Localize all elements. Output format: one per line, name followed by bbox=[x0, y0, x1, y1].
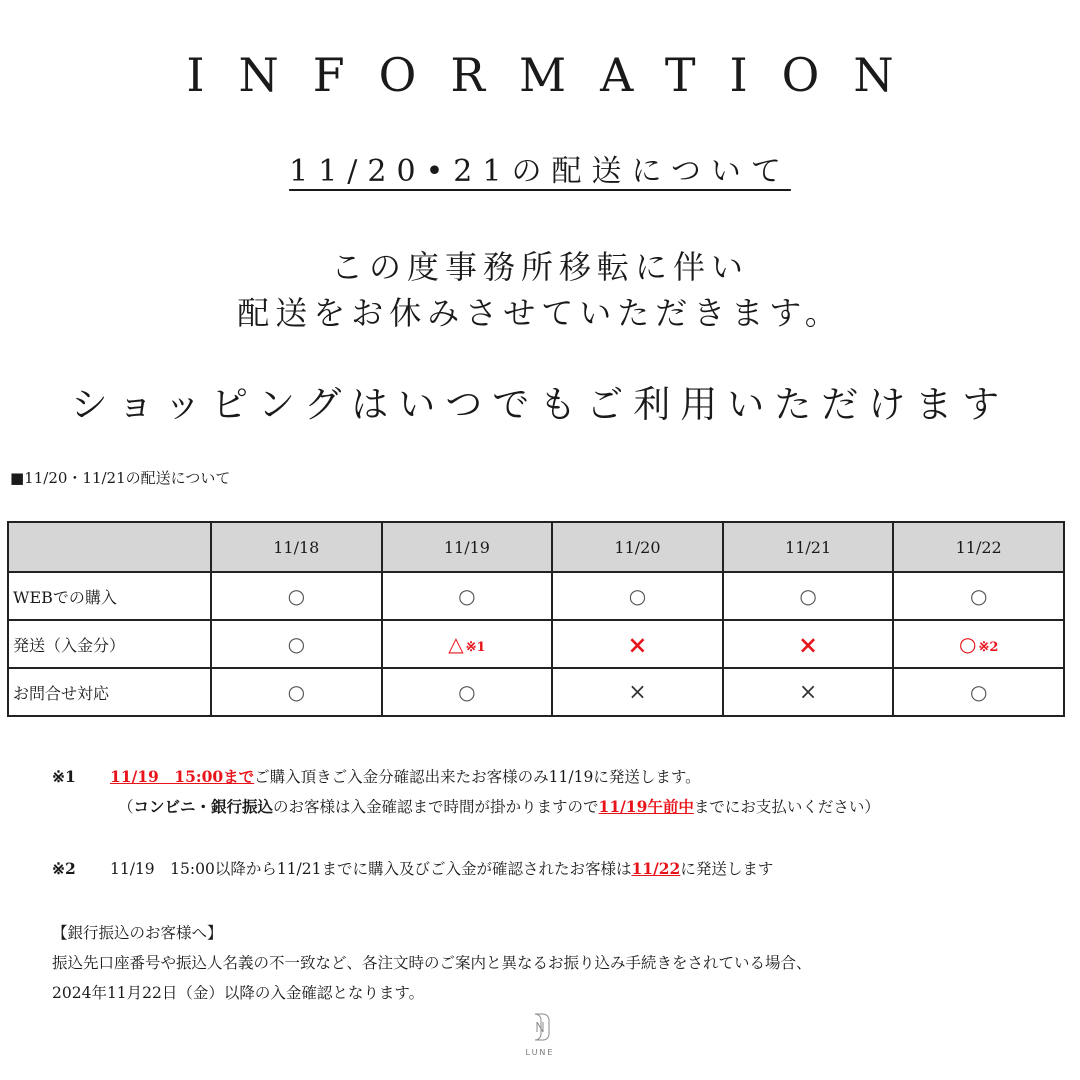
table-row bbox=[8, 620, 1064, 668]
status-mark: △ bbox=[448, 632, 464, 656]
note-1-highlight: 11/19 15:00まで bbox=[110, 767, 255, 786]
note-1-highlight-2: 11/19午前中 bbox=[598, 797, 694, 816]
status-cell: ○ bbox=[723, 572, 894, 620]
row-label: お問合せ対応 bbox=[8, 668, 211, 716]
status-cell: × bbox=[552, 668, 723, 716]
column-header: 11/20 bbox=[552, 522, 723, 572]
page-subtitle bbox=[0, 146, 1080, 190]
status-cell: ○ bbox=[211, 572, 382, 620]
delivery-schedule-table bbox=[7, 521, 1065, 717]
note-1-bold: コンビニ・銀行振込 bbox=[133, 797, 274, 816]
row-label: WEBでの購入 bbox=[8, 572, 211, 620]
table-header-row bbox=[8, 522, 1064, 572]
note-ref: ※2 bbox=[978, 640, 999, 655]
note-1-line-2 bbox=[52, 792, 1062, 822]
status-cell: ○ bbox=[211, 620, 382, 668]
note-2-ref: ※2 bbox=[52, 859, 76, 878]
lead-line-2: 配送をお休みさせていただきます。 bbox=[237, 294, 843, 332]
column-header: 11/22 bbox=[893, 522, 1064, 572]
note-1-end: までにお支払いください） bbox=[693, 798, 880, 816]
lead-line-1: この度事務所移転に伴い bbox=[330, 248, 749, 286]
status-cell: × bbox=[552, 620, 723, 668]
note-1-line-1 bbox=[52, 762, 1062, 792]
status-cell bbox=[382, 620, 553, 668]
note-2-end: に発送します bbox=[680, 860, 774, 878]
table-title: ■11/20・11/21の配送について bbox=[10, 469, 231, 487]
subtitle-text: 11/20•21の配送について bbox=[289, 154, 791, 189]
table-row bbox=[8, 572, 1064, 620]
status-mark: ○ bbox=[958, 632, 977, 656]
note-1 bbox=[52, 762, 1062, 822]
column-header: 11/21 bbox=[723, 522, 894, 572]
note-1-ref: ※1 bbox=[52, 767, 76, 786]
moon-logo-icon bbox=[530, 1012, 550, 1042]
lead-message bbox=[0, 244, 1080, 336]
status-cell: × bbox=[723, 620, 894, 668]
note-ref: ※1 bbox=[465, 640, 486, 655]
note-2-highlight: 11/22 bbox=[631, 859, 681, 878]
note-1-mid: のお客様は入金確認まで時間が掛かりますので bbox=[273, 798, 599, 816]
brand-logo bbox=[520, 1012, 560, 1057]
status-cell bbox=[893, 620, 1064, 668]
tagline: ショッピングはいつでもご利用いただけます bbox=[70, 383, 1010, 426]
status-cell: ○ bbox=[382, 572, 553, 620]
note-2-text: 11/19 15:00以降から11/21までに購入及びご入金が確認されたお客様は bbox=[110, 860, 632, 878]
status-cell: ○ bbox=[893, 572, 1064, 620]
status-cell: ○ bbox=[382, 668, 553, 716]
note-2 bbox=[52, 854, 1062, 884]
page-title: INFORMATION bbox=[186, 48, 928, 102]
bank-notice-line-1: 振込先口座番号や振込人名義の不一致など、各注文時のご案内と異なるお振り込み手続きをされている場合、 bbox=[52, 954, 812, 972]
brand-logo-text: LUNE bbox=[525, 1048, 555, 1057]
status-cell: × bbox=[723, 668, 894, 716]
header-empty-cell bbox=[8, 522, 211, 572]
status-cell: ○ bbox=[211, 668, 382, 716]
note-1-open: （ bbox=[118, 798, 134, 816]
column-header: 11/19 bbox=[382, 522, 553, 572]
status-cell: ○ bbox=[893, 668, 1064, 716]
status-cell: ○ bbox=[552, 572, 723, 620]
bank-notice-title: 【銀行振込のお客様へ】 bbox=[52, 924, 223, 942]
column-header: 11/18 bbox=[211, 522, 382, 572]
bank-transfer-notice bbox=[52, 918, 1062, 1008]
bank-notice-line-2: 2024年11月22日（金）以降の入金確認となります。 bbox=[52, 984, 425, 1002]
table-row bbox=[8, 668, 1064, 716]
row-label: 発送（入金分） bbox=[8, 620, 211, 668]
note-1-text: ご購入頂きご入金分確認出来たお客様のみ11/19に発送します。 bbox=[254, 768, 701, 786]
